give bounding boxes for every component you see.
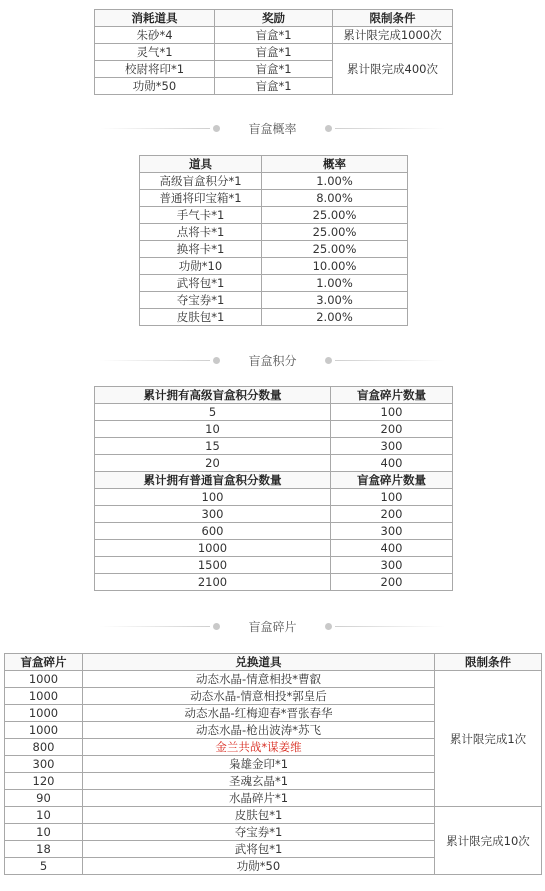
table-row <box>95 421 453 438</box>
header-rate: 概率 <box>262 156 408 173</box>
shard-cost: 800 <box>5 739 83 756</box>
table-row <box>140 275 408 292</box>
table-row <box>140 173 408 190</box>
header-consume-item: 消耗道具 <box>95 10 215 27</box>
points: 100 <box>95 489 331 506</box>
shards: 300 <box>331 438 453 455</box>
limit: 累计限完成1次 <box>435 671 542 807</box>
shards: 300 <box>331 523 453 540</box>
shard-cost: 1000 <box>5 688 83 705</box>
shards: 400 <box>331 455 453 472</box>
item: 点将卡*1 <box>140 224 262 241</box>
consume-table <box>94 9 453 95</box>
table-row <box>95 523 453 540</box>
shards: 300 <box>331 557 453 574</box>
consume-item: 功勋*50 <box>95 78 215 95</box>
section-title: 盲盒概率 <box>248 122 297 136</box>
exchange-item: 圣魂玄晶*1 <box>83 773 435 790</box>
reward: 盲盒*1 <box>215 27 333 44</box>
item: 换将卡*1 <box>140 241 262 258</box>
rate: 10.00% <box>262 258 408 275</box>
table-row <box>95 27 453 44</box>
table-row <box>95 438 453 455</box>
header-shards: 盲盒碎片数量 <box>331 472 453 489</box>
header-limit: 限制条件 <box>435 654 542 671</box>
shards: 100 <box>331 489 453 506</box>
points: 1000 <box>95 540 331 557</box>
rate: 1.00% <box>262 173 408 190</box>
exchange-item: 动态水晶-枪出波涛*苏飞 <box>83 722 435 739</box>
header-item: 道具 <box>140 156 262 173</box>
reward: 盲盒*1 <box>215 44 333 61</box>
table-row <box>140 258 408 275</box>
table-row <box>140 309 408 326</box>
table-row <box>95 506 453 523</box>
table-row <box>95 44 453 61</box>
shard-cost: 18 <box>5 841 83 858</box>
shard-cost: 120 <box>5 773 83 790</box>
points-table <box>94 386 453 591</box>
rate: 25.00% <box>262 207 408 224</box>
rate: 25.00% <box>262 224 408 241</box>
shards: 100 <box>331 404 453 421</box>
shard-cost: 300 <box>5 756 83 773</box>
header-limit: 限制条件 <box>333 10 453 27</box>
section-divider-points <box>100 352 445 370</box>
section-title: 盲盒积分 <box>248 354 297 368</box>
section-divider-shards <box>100 618 445 636</box>
reward: 盲盒*1 <box>215 78 333 95</box>
shard-exchange-table <box>4 653 542 875</box>
points: 600 <box>95 523 331 540</box>
header-senior-points: 累计拥有高级盲盒积分数量 <box>95 387 331 404</box>
shard-cost: 10 <box>5 807 83 824</box>
exchange-item-highlight: 金兰共战*谋姜维 <box>83 739 435 756</box>
table-row <box>95 574 453 591</box>
table-row <box>140 241 408 258</box>
consume-item: 校尉将印*1 <box>95 61 215 78</box>
exchange-item: 动态水晶-情意相投*郭皇后 <box>83 688 435 705</box>
points: 300 <box>95 506 331 523</box>
table-row <box>95 540 453 557</box>
shard-cost: 5 <box>5 858 83 875</box>
divider-dot-icon <box>325 125 332 132</box>
rate: 8.00% <box>262 190 408 207</box>
table-row <box>95 404 453 421</box>
consume-item: 朱砂*4 <box>95 27 215 44</box>
points: 1500 <box>95 557 331 574</box>
header-shard-cost: 盲盒碎片 <box>5 654 83 671</box>
shards: 400 <box>331 540 453 557</box>
limit: 累计限完成1000次 <box>333 27 453 44</box>
limit: 累计限完成400次 <box>333 44 453 95</box>
table-row <box>95 489 453 506</box>
shard-cost: 10 <box>5 824 83 841</box>
section-title: 盲盒碎片 <box>248 620 297 634</box>
header-normal-points: 累计拥有普通盲盒积分数量 <box>95 472 331 489</box>
exchange-item: 枭雄金印*1 <box>83 756 435 773</box>
exchange-item: 夺宝券*1 <box>83 824 435 841</box>
rate: 3.00% <box>262 292 408 309</box>
shard-cost: 1000 <box>5 705 83 722</box>
header-exchange-item: 兑换道具 <box>83 654 435 671</box>
rate: 25.00% <box>262 241 408 258</box>
divider-dot-icon <box>325 623 332 630</box>
exchange-item: 动态水晶-红梅迎春*晋张春华 <box>83 705 435 722</box>
header-shards: 盲盒碎片数量 <box>331 387 453 404</box>
rate: 1.00% <box>262 275 408 292</box>
table-row <box>95 455 453 472</box>
consume-item: 灵气*1 <box>95 44 215 61</box>
limit: 累计限完成10次 <box>435 807 542 875</box>
exchange-item: 动态水晶-情意相投*曹叡 <box>83 671 435 688</box>
exchange-item: 武将包*1 <box>83 841 435 858</box>
item: 皮肤包*1 <box>140 309 262 326</box>
shard-cost: 1000 <box>5 722 83 739</box>
points: 2100 <box>95 574 331 591</box>
points: 5 <box>95 404 331 421</box>
table-row <box>5 807 542 824</box>
item: 普通将印宝箱*1 <box>140 190 262 207</box>
points: 10 <box>95 421 331 438</box>
probability-table <box>139 155 408 326</box>
item: 手气卡*1 <box>140 207 262 224</box>
shard-cost: 90 <box>5 790 83 807</box>
table-row <box>140 190 408 207</box>
header-reward: 奖励 <box>215 10 333 27</box>
shards: 200 <box>331 421 453 438</box>
item: 武将包*1 <box>140 275 262 292</box>
rate: 2.00% <box>262 309 408 326</box>
table-row <box>140 292 408 309</box>
shard-cost: 1000 <box>5 671 83 688</box>
shards: 200 <box>331 574 453 591</box>
table-row <box>140 224 408 241</box>
divider-dot-icon <box>325 357 332 364</box>
shards: 200 <box>331 506 453 523</box>
exchange-item: 皮肤包*1 <box>83 807 435 824</box>
item: 功勋*10 <box>140 258 262 275</box>
table-row <box>95 557 453 574</box>
reward: 盲盒*1 <box>215 61 333 78</box>
table-row <box>5 671 542 688</box>
section-divider-probability <box>100 120 445 138</box>
item: 高级盲盒积分*1 <box>140 173 262 190</box>
points: 20 <box>95 455 331 472</box>
exchange-item: 水晶碎片*1 <box>83 790 435 807</box>
table-row <box>140 207 408 224</box>
item: 夺宝券*1 <box>140 292 262 309</box>
exchange-item: 功勋*50 <box>83 858 435 875</box>
points: 15 <box>95 438 331 455</box>
